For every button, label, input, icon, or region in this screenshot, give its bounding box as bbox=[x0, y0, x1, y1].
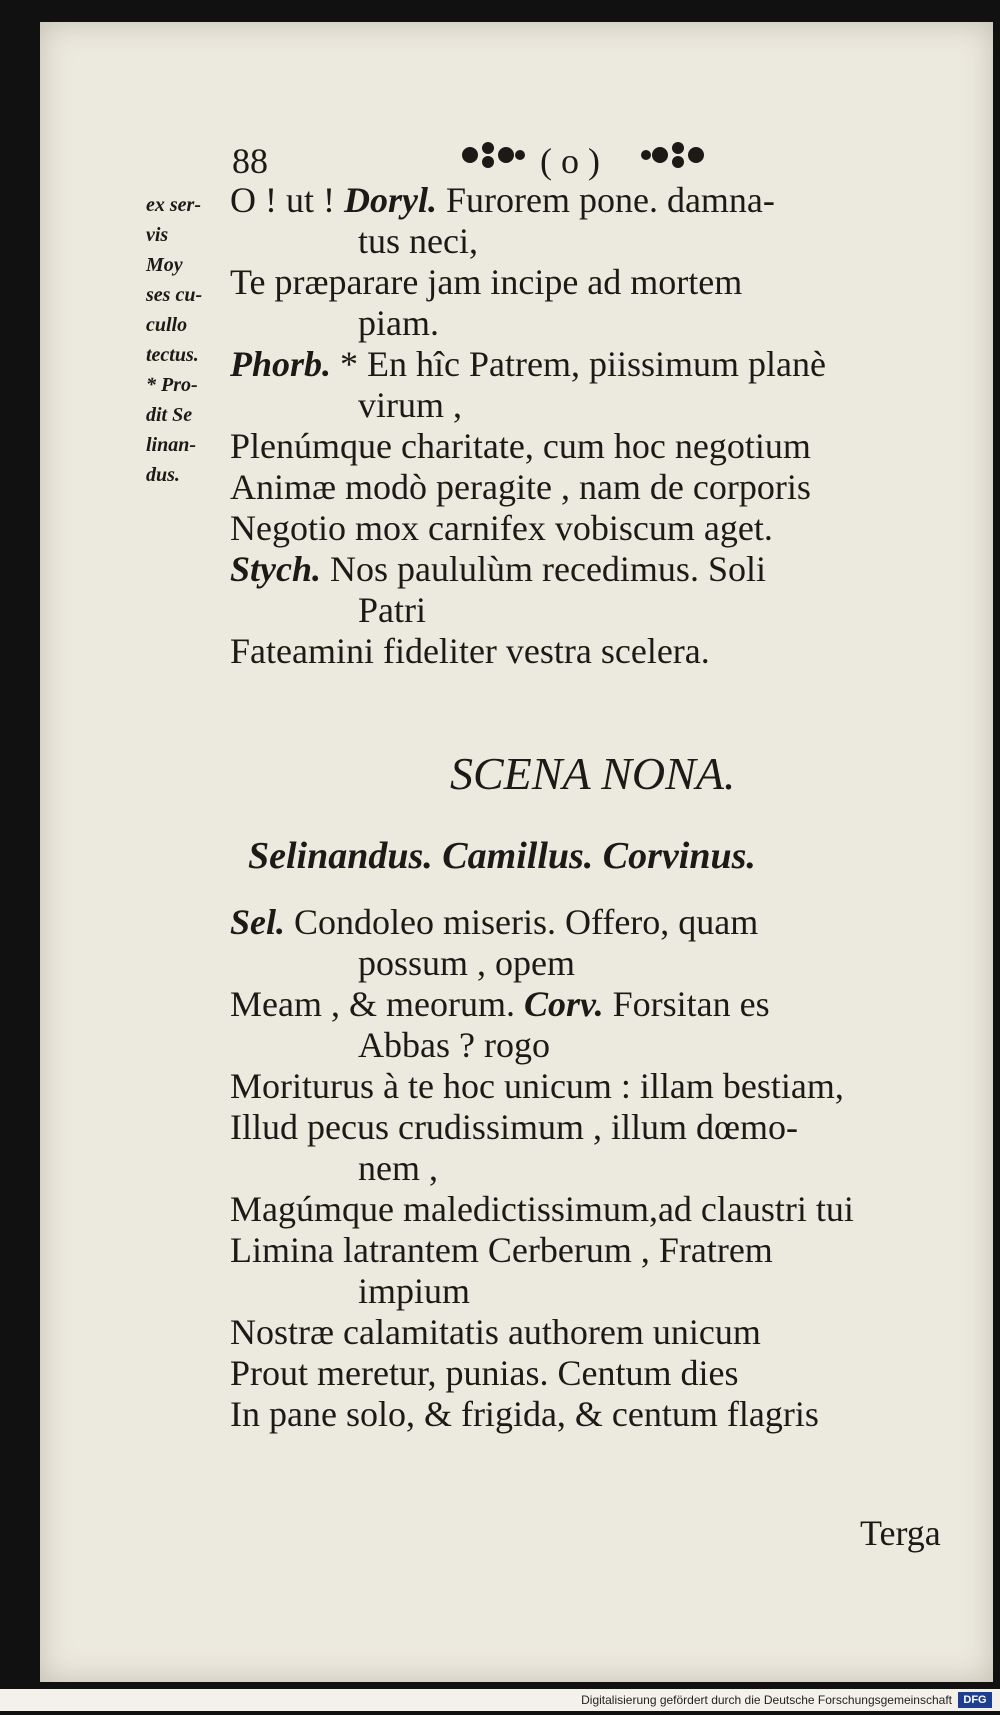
verse-line bbox=[358, 1148, 438, 1188]
verse-text: impium bbox=[358, 1271, 471, 1311]
speaker-label: Phorb. bbox=[230, 344, 332, 384]
verse-text: * En hîc Patrem, piissimum planè bbox=[331, 344, 826, 384]
verse-line bbox=[230, 984, 770, 1024]
verse-text: Forsitan es bbox=[603, 984, 770, 1024]
verse-line bbox=[358, 590, 426, 630]
verse-text: Abbas ? rogo bbox=[358, 1025, 550, 1065]
verse-line bbox=[230, 1066, 844, 1106]
verse-line bbox=[358, 303, 439, 343]
verse-text: Nos paululùm recedimus. Soli bbox=[321, 549, 766, 589]
dfg-logo: DFG bbox=[958, 1692, 992, 1708]
speaker-label: Corv. bbox=[523, 984, 604, 1024]
verse-line bbox=[358, 1025, 550, 1065]
catchword: Terga bbox=[860, 1513, 941, 1553]
marginal-note-line: ses cu- bbox=[146, 284, 203, 306]
verse-text: Te præparare jam incipe ad mortem bbox=[230, 262, 743, 302]
verse-text: nem , bbox=[358, 1148, 438, 1188]
verse-text: Plenúmque charitate, cum hoc negotium bbox=[230, 426, 811, 466]
verse-text: Negotio mox carnifex vobiscum aget. bbox=[230, 508, 773, 548]
footer-credit: Digitalisierung gefördert durch die Deutsche Forschungsgemeinschaft bbox=[0, 1689, 1000, 1711]
marginal-note-line: cullo bbox=[146, 314, 188, 336]
verse-line bbox=[230, 1394, 819, 1434]
marginal-note-line: dus. bbox=[146, 464, 180, 486]
verse-text: tus neci, bbox=[358, 221, 478, 261]
verse-line bbox=[230, 1230, 773, 1270]
marginal-note-line: * Pro- bbox=[146, 374, 198, 396]
verse-line bbox=[230, 467, 811, 507]
ornament-right-icon bbox=[638, 138, 708, 172]
verse-line bbox=[230, 549, 766, 589]
verse-line bbox=[230, 1107, 798, 1147]
verse-text: Meam , & meorum. bbox=[230, 984, 524, 1024]
verse-text: Patri bbox=[358, 590, 426, 630]
marginal-note-line: linan- bbox=[146, 434, 197, 456]
verse-text: virum , bbox=[358, 385, 462, 425]
verse-line bbox=[358, 1271, 470, 1311]
page-header-center: ( o ) bbox=[540, 141, 600, 181]
marginal-note-line: ex ser- bbox=[146, 194, 201, 216]
verse-line bbox=[230, 1312, 761, 1352]
verse-line bbox=[230, 426, 811, 466]
verse-text: Moriturus à te hoc unicum : illam bestiam, bbox=[230, 1066, 844, 1106]
marginal-note-line: vis bbox=[146, 224, 169, 246]
verse-line bbox=[230, 1353, 738, 1393]
speaker-label: Doryl. bbox=[343, 180, 437, 220]
verse-line bbox=[230, 344, 826, 384]
verse-text: O ! ut ! bbox=[230, 180, 344, 220]
persons-list: Selinandus. Camillus. Corvinus. bbox=[248, 835, 756, 877]
verse-text: Fateamini fideliter vestra scelera. bbox=[230, 631, 710, 671]
verse-text: Illud pecus crudissimum , illum dœmo- bbox=[230, 1107, 798, 1147]
verse-line bbox=[230, 902, 758, 942]
marginal-note-line: dit Se bbox=[146, 404, 193, 426]
verse-line bbox=[358, 385, 462, 425]
verse-text: Condoleo miseris. Offero, quam bbox=[285, 902, 759, 942]
verse-text: Limina latrantem Cerberum , Fratrem bbox=[230, 1230, 773, 1270]
verse-text: Animæ modò peragite , nam de corporis bbox=[230, 467, 811, 507]
verse-text: piam. bbox=[358, 303, 439, 343]
verse-text: Prout meretur, punias. Centum dies bbox=[230, 1353, 739, 1393]
verse-text: Nostræ calamitatis authorem unicum bbox=[230, 1312, 761, 1352]
verse-line bbox=[230, 631, 710, 671]
ornament-left-icon bbox=[458, 138, 528, 172]
verse-text: In pane solo, & frigida, & centum flagris bbox=[230, 1394, 819, 1434]
verse-text: Furorem pone. damna- bbox=[436, 180, 775, 220]
book-page bbox=[40, 22, 993, 1682]
verse-line bbox=[230, 180, 775, 220]
scene-title: SCENA NONA. bbox=[450, 748, 736, 799]
marginal-note-line: tectus. bbox=[146, 344, 199, 366]
verse-text: Magúmque maledictissimum,ad claustri tui bbox=[230, 1189, 854, 1229]
speaker-label: Stych. bbox=[230, 549, 322, 589]
verse-line bbox=[230, 1189, 854, 1229]
verse-line bbox=[230, 262, 742, 302]
verse-line bbox=[358, 221, 478, 261]
verse-line bbox=[230, 508, 773, 548]
speaker-label: Sel. bbox=[230, 902, 286, 942]
verse-line bbox=[358, 943, 575, 983]
marginal-note-line: Moy bbox=[146, 254, 183, 276]
verse-text: possum , opem bbox=[358, 943, 576, 983]
page-number: 88 bbox=[232, 141, 268, 181]
